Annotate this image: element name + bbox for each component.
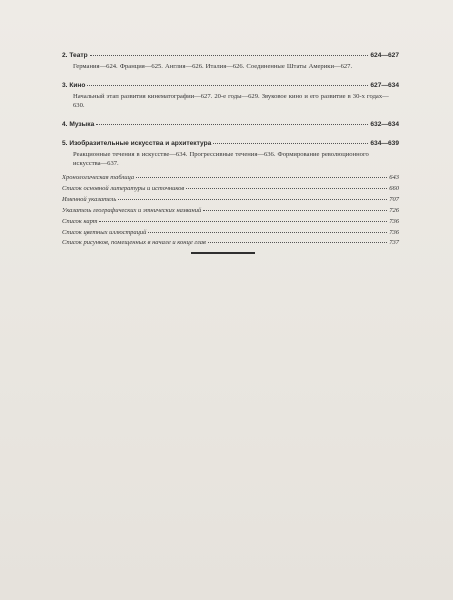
dot-leader (213, 137, 368, 144)
dot-leader (208, 236, 387, 243)
appendix-title: Список рисунков, помещенных в начале и конце глав (62, 239, 206, 247)
end-divider (191, 252, 255, 254)
appendix-page: 660 (389, 184, 399, 192)
appendix-title: Список карт (62, 217, 98, 225)
section-title: 3. Кино (62, 82, 86, 90)
appendix-page: 736 (389, 228, 399, 236)
appendix-title: Список основной литературы и источников (62, 184, 185, 192)
section-title: 2. Театр (62, 52, 88, 59)
section-description: Реакционные течения в искусстве—634. Прогрессивные течения—636. Формирование революционного искусства—637. (73, 151, 369, 167)
toc-appendix-item (62, 237, 399, 248)
toc-section-visual-arts (62, 138, 399, 148)
section-description: Германия—624. Франция—625. Англия—626. Италия—626. Соединенные Штаты Америки—627. (73, 63, 353, 70)
dot-leader (148, 226, 387, 233)
toc-section-theater (62, 50, 399, 60)
appendix-title: Указатель географических и этнических названий (62, 206, 202, 214)
table-of-contents (62, 50, 399, 248)
dot-leader (90, 49, 369, 56)
toc-section-cinema (62, 80, 399, 90)
appendix-title: Именной указатель (62, 195, 117, 203)
dot-leader (203, 204, 387, 211)
toc-section-music (62, 119, 399, 129)
appendix-page: 726 (389, 206, 399, 214)
appendix-page: 707 (389, 195, 399, 203)
section-pages: 634—639 (370, 140, 399, 148)
section-pages: 632—634 (370, 121, 399, 129)
appendix-title: Хронологическая таблица (62, 174, 135, 182)
dot-leader (96, 118, 368, 125)
section-title: 4. Музыка (62, 121, 95, 129)
section-pages: 624—627 (370, 52, 399, 59)
appendix-page: 736 (389, 217, 399, 225)
section-description: Начальный этап развития кинематографии—627. 20-е годы—629. Звуковое кино и его развитие в 30-х годах—630. (73, 93, 389, 109)
appendix-page: 737 (389, 239, 399, 247)
appendix-title: Список цветных иллюстраций (62, 228, 147, 236)
appendix-page: 643 (389, 174, 399, 182)
dot-leader (118, 193, 387, 200)
section-pages: 627—634 (370, 82, 399, 90)
dot-leader (186, 182, 387, 189)
dot-leader (99, 215, 387, 222)
dot-leader (87, 79, 368, 86)
dot-leader (136, 171, 387, 178)
section-title: 5. Изобразительные искусства и архитектура (62, 140, 212, 148)
